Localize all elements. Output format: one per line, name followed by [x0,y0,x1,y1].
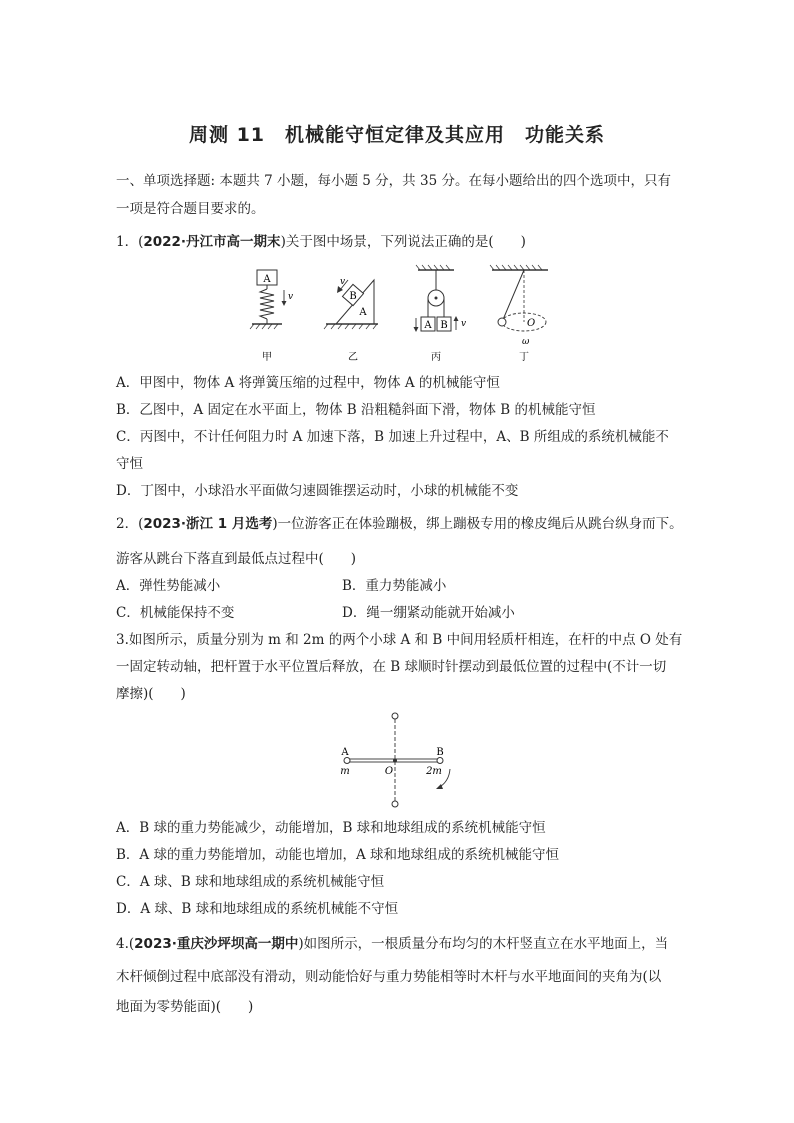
figure-jia [250,270,293,363]
question-2-option-c: C．机械能保持不变 [116,605,235,621]
figure-yi-block-b-label: B [349,291,357,302]
figure-mass-2m-label: 2m [426,766,442,777]
question-4-text: )如图所示，一根质量分布均匀的木杆竖直立在水平地面上，当 [298,936,669,952]
figure-bing-velocity-label: v [461,319,467,329]
question-2-options-row-1 [116,576,680,596]
question-1-option-c-line-2: 守恒 [116,456,143,472]
question-2-source: 2023·浙江 1 月选考 [143,516,273,532]
figure-ding-omega-label: ω [522,337,530,347]
figure-label-ding: 丁 [519,352,529,363]
question-3-stem-line-3: 摩擦)( ) [116,686,186,702]
question-4-number: 4.( [116,936,135,952]
figure-yi-velocity-label: v [340,277,346,287]
question-1-option-a: A．甲图中，物体 A 将弹簧压缩的过程中，物体 A 的机械能守恒 [116,375,500,391]
question-3-option-b: B．A 球的重力势能增加，动能也增加，A 球和地球组成的系统机械能守恒 [116,847,560,863]
question-2-number: 2．( [116,516,144,532]
figure-ding-center-label: O [527,318,536,329]
question-3-option-d: D．A 球、B 球和地球组成的系统机械能不守恒 [116,901,399,917]
question-2-text: )一位游客正在体验蹦极，绑上蹦极专用的橡皮绳后从跳台纵身而下。 [272,516,683,532]
question-4-stem-line-3: 地面为零势能面)( ) [116,999,254,1015]
figure-yi-incline-label: A [359,307,367,318]
section-instructions-line-2: 一项是符合题目要求的。 [116,201,265,217]
figure-ball-b-label: B [436,747,444,758]
figure-bing-block-b-label: B [440,320,448,331]
section-instructions-line-1: 一、单项选择题: 本题共 7 小题，每小题 5 分，共 35 分。在每小题给出的四个选项中，只有 [116,173,671,189]
question-3-stem-line-2: 一固定转动轴，把杆置于水平位置后释放，在 B 球顺时针摆动到最低位置的过程中(不计一切 [116,659,667,675]
figure-label-bing: 丙 [431,352,441,363]
question-2-option-b: B．重力势能减小 [342,578,447,594]
question-1-option-c-line-1: C．丙图中，不计任何阻力时 A 加速下落，B 加速上升过程中，A、B 所组成的系统机械能不 [116,429,669,445]
page-title: 周测 11 机械能守恒定律及其应用 功能关系 [188,124,606,146]
question-2-stem-line-2: 游客从跳台下落直到最低点过程中( ) [116,551,357,567]
figure-bing-block-a-label: A [424,320,432,331]
figure-yi [324,277,378,363]
question-1-source: 2022·丹江市高一期末 [143,234,281,250]
figure-ding [490,265,548,363]
question-1-text: )关于图中场景，下列说法正确的是( ) [280,234,526,250]
question-4-stem-line-2: 木杆倾倒过程中底部没有滑动，则动能恰好与重力势能相等时木杆与水平地面间的夹角为(以 [116,969,662,985]
figure-ball-a-label: A [341,747,349,758]
question-1-number: 1．( [116,234,144,250]
question-1-option-d: D．丁图中，小球沿水平面做匀速圆锥摆运动时，小球的机械能不变 [116,483,519,499]
question-3-option-a: A．B 球的重力势能减少，动能增加，B 球和地球组成的系统机械能守恒 [116,820,546,836]
question-2-options-row-2 [116,603,680,623]
question-3-figure [330,708,460,812]
question-3-stem-line-1: 3.如图所示，质量分别为 m 和 2m 的两个小球 A 和 B 中间用轻质杆相连，在杆的中点 O 处有 [116,632,683,648]
question-2-option-a: A．弹性势能减小 [116,578,221,594]
figure-mass-m-label: m [340,766,350,777]
question-4-source: 2023·重庆沙坪坝高一期中 [134,936,299,952]
question-1-figure [236,262,556,374]
question-2-option-d: D．绳一绷紧动能就开始减小 [342,605,515,621]
figure-jia-block-label: A [263,274,271,285]
question-3-option-c: C．A 球、B 球和地球组成的系统机械能守恒 [116,874,385,890]
question-1-stem [116,232,680,252]
question-1-option-b: B．乙图中，A 固定在水平面上，物体 B 沿粗糙斜面下滑，物体 B 的机械能守恒 [116,402,596,418]
question-4-stem-line-1 [116,934,680,954]
figure-label-jia: 甲 [262,352,272,363]
figure-jia-velocity-label: v [288,292,294,302]
question-2-stem-line-1 [116,514,683,534]
figure-bing [414,265,467,363]
figure-pivot-o-label: O [384,766,394,777]
figure-label-yi: 乙 [348,352,358,363]
